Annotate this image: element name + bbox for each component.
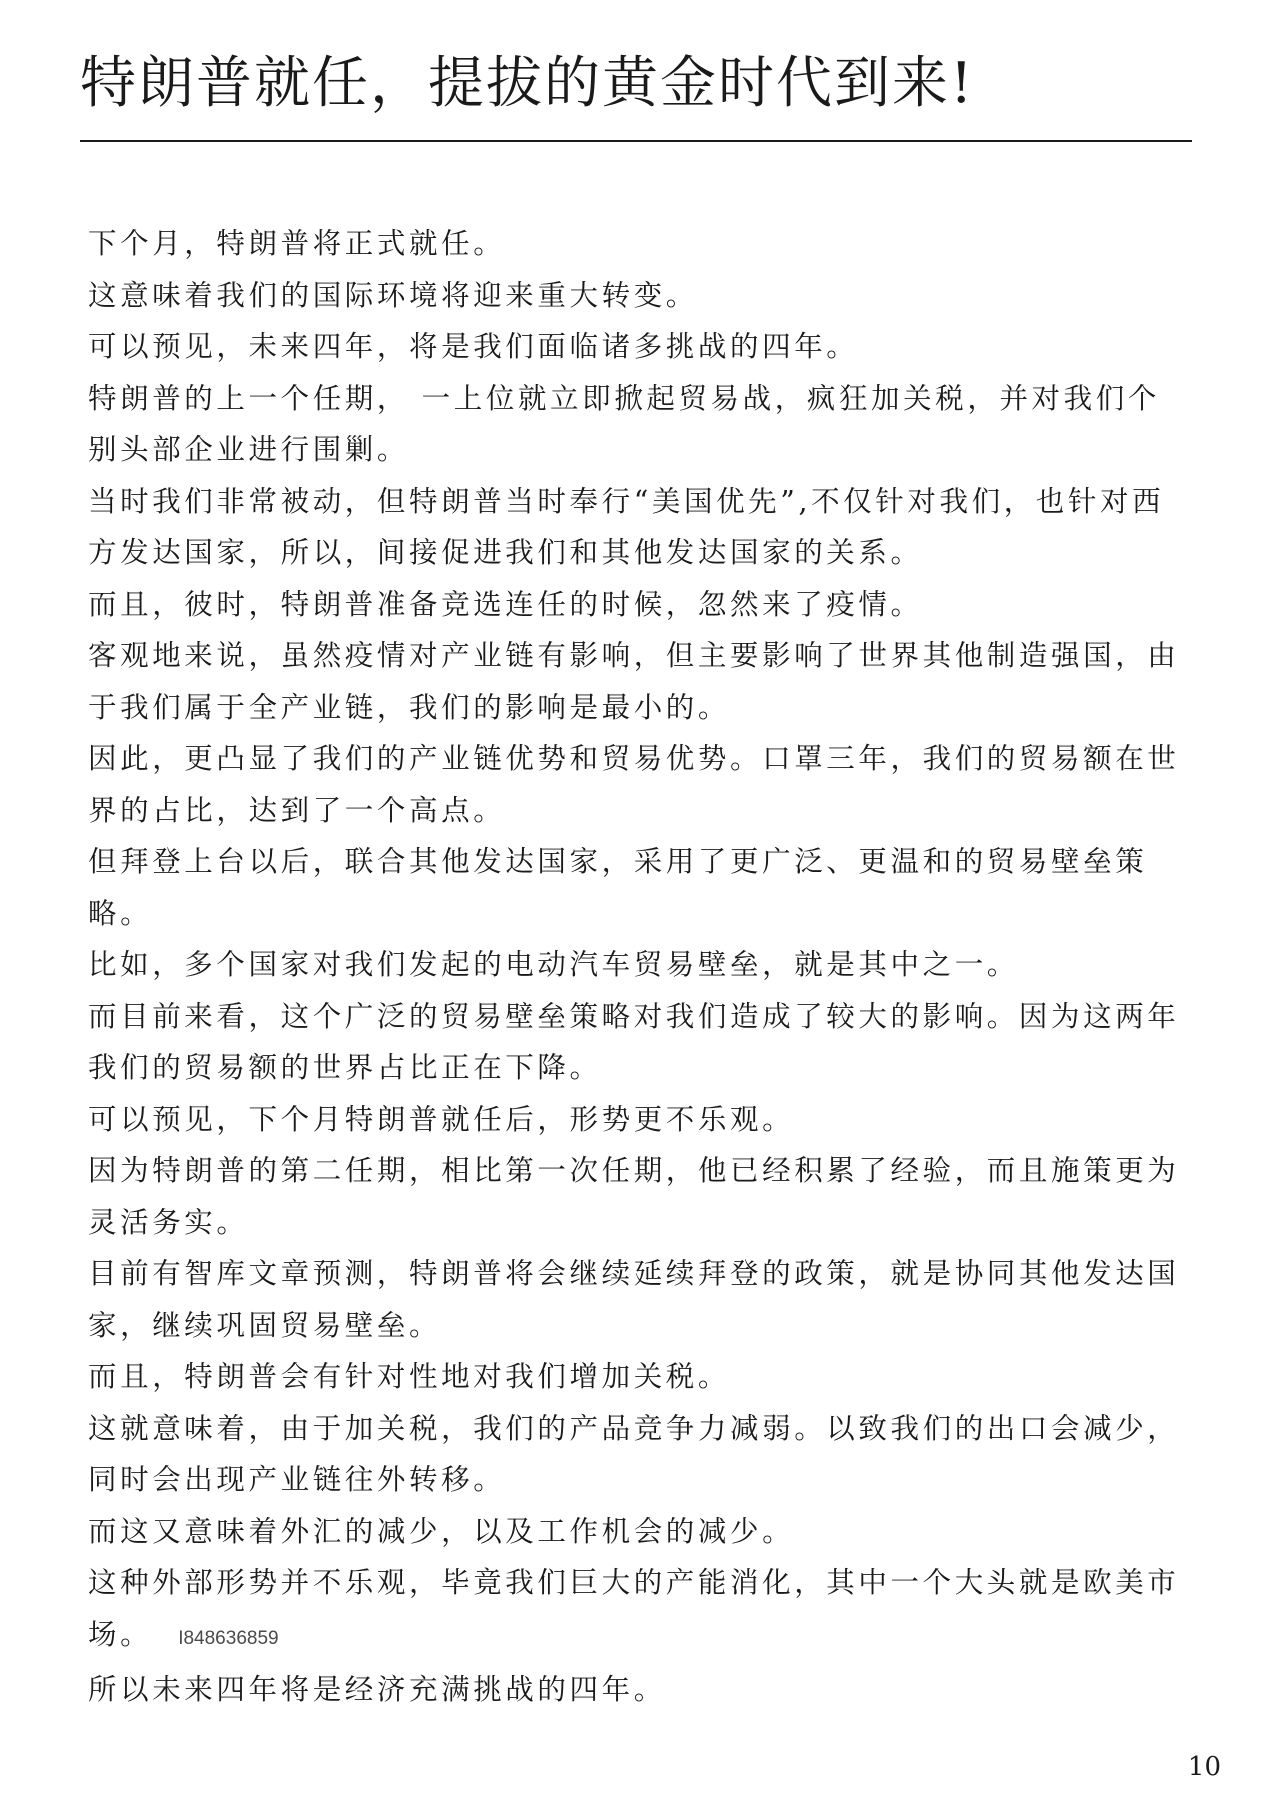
paragraph: 因此，更凸显了我们的产业链优势和贸易优势。口罩三年，我们的贸易额在世界的占比，达到了一个高点。 bbox=[88, 742, 1180, 827]
paragraph: 当时我们非常被动，但特朗普当时奉行“美国优先”,不仅针对我们，也针对西方发达国家，所以，间接促进我们和其他发达国家的关系。 bbox=[88, 484, 1165, 569]
paragraph: 所以未来四年将是经济充满挑战的四年。 bbox=[88, 1673, 666, 1706]
paragraph: 而且，彼时，特朗普准备竞选连任的时候，忽然来了疫情。 bbox=[88, 587, 923, 621]
watermark-id: I848636859 bbox=[178, 1627, 279, 1649]
page-number: 10 bbox=[1187, 1752, 1221, 1782]
paragraph: 但拜登上台以后，联合其他发达国家，采用了更广泛、更温和的贸易壁垒策略。 bbox=[88, 845, 1148, 930]
paragraph: 可以预见，未来四年，将是我们面临诸多挑战的四年。 bbox=[88, 330, 859, 363]
paragraph-with-watermark bbox=[88, 1557, 1183, 1664]
paragraph: 这意味着我们的国际环境将迎来重大转变。 bbox=[88, 278, 698, 312]
article-body bbox=[88, 218, 1183, 1716]
paragraph: 而这又意味着外汇的减少，以及工作机会的减少。 bbox=[88, 1514, 795, 1548]
paragraph: 下个月，特朗普将正式就任。 bbox=[88, 227, 506, 260]
paragraph: 因为特朗普的第二任期，相比第一次任期，他已经积累了经验，而且施策更为灵活务实。 bbox=[88, 1154, 1180, 1239]
paragraph: 这就意味着，由于加关税，我们的产品竞争力减弱。以致我们的出口会减少，同时会出现产业链往外转移。 bbox=[88, 1411, 1180, 1496]
article-title: 特朗普就任，提拔的黄金时代到来! bbox=[80, 51, 975, 116]
paragraph: 特朗普的上一个任期， 一上位就立即掀起贸易战，疯狂加关税，并对我们个别头部企业进行围剿。 bbox=[88, 381, 1160, 466]
paragraph: 比如，多个国家对我们发起的电动汽车贸易壁垒，就是其中之一。 bbox=[88, 948, 1019, 981]
paragraph: 目前有智库文章预测，特朗普将会继续延续拜登的政策，就是协同其他发达国家，继续巩固贸易壁垒。 bbox=[88, 1257, 1180, 1342]
paragraph: 而目前来看，这个广泛的贸易壁垒策略对我们造成了较大的影响。因为这两年我们的贸易额的世界占比正在下降。 bbox=[88, 999, 1180, 1084]
title-divider bbox=[80, 140, 1192, 142]
paragraph-text: 这种外部形势并不乐观，毕竟我们巨大的产能消化，其中一个大头就是欧美市场。 bbox=[88, 1566, 1180, 1651]
paragraph: 客观地来说，虽然疫情对产业链有影响，但主要影响了世界其他制造强国，由于我们属于全产业链，我们的影响是最小的。 bbox=[88, 639, 1180, 724]
paragraph: 而且，特朗普会有针对性地对我们增加关税。 bbox=[88, 1360, 731, 1393]
paragraph: 可以预见，下个月特朗普就任后，形势更不乐观。 bbox=[88, 1102, 795, 1136]
